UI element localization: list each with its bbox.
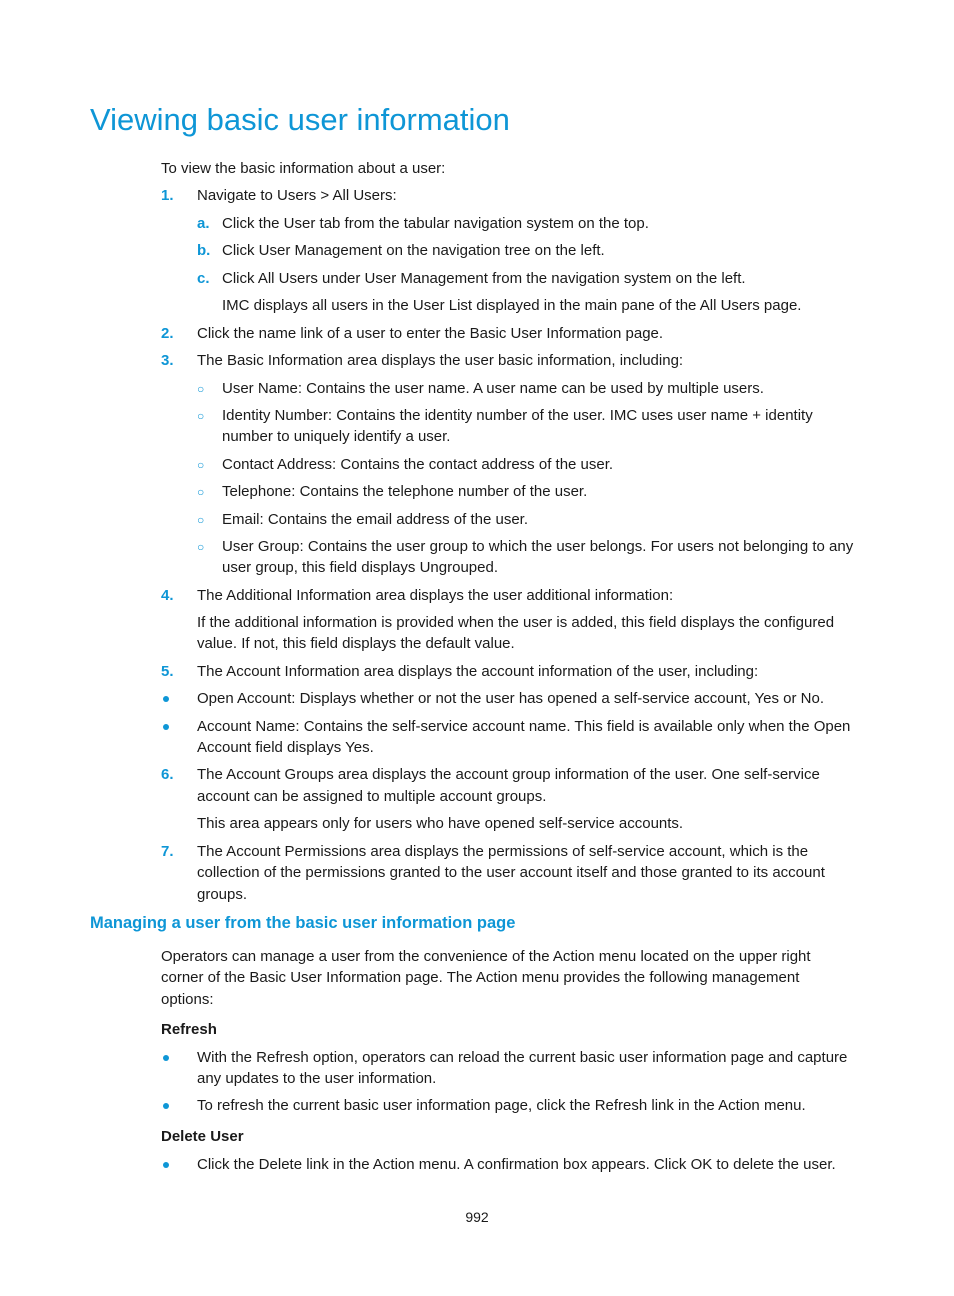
list-item: Contact Address: Contains the contact address of the user.: [222, 456, 614, 473]
substep-text: Click User Management on the navigation tree on the left.: [222, 242, 605, 259]
page-title: Viewing basic user information: [90, 102, 510, 137]
list-item: Email: Contains the email address of the user.: [222, 511, 528, 528]
bullet-icon: [163, 1055, 169, 1061]
subheading-refresh: Refresh: [161, 1021, 217, 1038]
step-text: The Account Groups area displays the account group information of the user. One self-service: [197, 766, 820, 783]
step-text: Navigate to Users > All Users:: [197, 187, 397, 204]
list-item: Account Name: Contains the self-service account name. This field is available only when the Open: [197, 718, 851, 735]
substep-text: Click the User tab from the tabular navigation system on the top.: [222, 215, 649, 232]
section-paragraph: corner of the Basic User Information page. The Action menu provides the following management: [161, 969, 800, 986]
bullet-icon: [163, 1103, 169, 1109]
section-paragraph: options:: [161, 991, 214, 1008]
step-text: groups.: [197, 886, 248, 903]
step-text: The Additional Information area displays the user additional information:: [197, 587, 674, 604]
step-number: 2.: [161, 325, 174, 342]
circle-bullet-icon: ○: [197, 485, 205, 499]
section-heading: Managing a user from the basic user information page: [90, 914, 516, 932]
step-number: 5.: [161, 663, 174, 680]
bullet-icon: [163, 724, 169, 730]
subheading-delete-user: Delete User: [161, 1128, 244, 1145]
list-item: Telephone: Contains the telephone number of the user.: [222, 483, 588, 500]
bullet-icon: [163, 1162, 169, 1168]
step-number: 3.: [161, 352, 174, 369]
list-item: Open Account: Displays whether or not the user has opened a self-service account, Yes or No.: [197, 690, 825, 707]
substep-label: b.: [197, 242, 211, 259]
list-item: Click the Delete link in the Action menu. A confirmation box appears. Click OK to delete the user.: [197, 1156, 836, 1173]
page-number: 992: [465, 1209, 489, 1225]
circle-bullet-icon: ○: [197, 458, 205, 472]
intro-text: To view the basic information about a user:: [161, 160, 446, 177]
step-text: Click the name link of a user to enter the Basic User Information page.: [197, 325, 664, 342]
step-note: value. If not, this field displays the default value.: [197, 635, 515, 652]
substep-label: a.: [197, 215, 210, 232]
circle-bullet-icon: ○: [197, 513, 205, 527]
list-item: user group, this field displays Ungrouped.: [222, 559, 498, 576]
list-item: any updates to the user information.: [197, 1070, 437, 1087]
substep-label: c.: [197, 270, 210, 287]
substep-text: Click All Users under User Management from the navigation system on the left.: [222, 270, 746, 287]
step-number: 6.: [161, 766, 174, 783]
list-item: User Name: Contains the user name. A user name can be used by multiple users.: [222, 380, 764, 397]
substep-note: IMC displays all users in the User List displayed in the main pane of the All Users page.: [222, 297, 802, 314]
list-item: Account field displays Yes.: [197, 739, 374, 756]
step-note: This area appears only for users who have opened self-service accounts.: [197, 815, 684, 832]
list-item: number to uniquely identify a user.: [222, 428, 451, 445]
step-text: The Account Information area displays the account information of the user, including:: [197, 663, 759, 680]
step-number: 1.: [161, 187, 174, 204]
step-text: The Account Permissions area displays the permissions of self-service account, which is the: [197, 843, 809, 860]
list-item: With the Refresh option, operators can reload the current basic user information page and capture: [197, 1049, 848, 1066]
step-number: 7.: [161, 843, 174, 860]
list-item: To refresh the current basic user information page, click the Refresh link in the Action menu.: [197, 1097, 806, 1114]
bullet-icon: [163, 696, 169, 702]
section-paragraph: Operators can manage a user from the convenience of the Action menu located on the upper right: [161, 948, 811, 965]
step-text: collection of the permissions granted to the user account itself and those granted to its account: [197, 864, 825, 881]
step-note: If the additional information is provided when the user is added, this field displays the configured: [197, 614, 835, 631]
circle-bullet-icon: ○: [197, 540, 205, 554]
circle-bullet-icon: ○: [197, 382, 205, 396]
circle-bullet-icon: ○: [197, 409, 205, 423]
list-item: User Group: Contains the user group to which the user belongs. For users not belonging to any: [222, 538, 854, 555]
step-text: account can be assigned to multiple account groups.: [197, 788, 547, 805]
step-number: 4.: [161, 587, 174, 604]
step-text: The Basic Information area displays the user basic information, including:: [197, 352, 684, 369]
list-item: Identity Number: Contains the identity number of the user. IMC uses user name + identity: [222, 407, 813, 424]
